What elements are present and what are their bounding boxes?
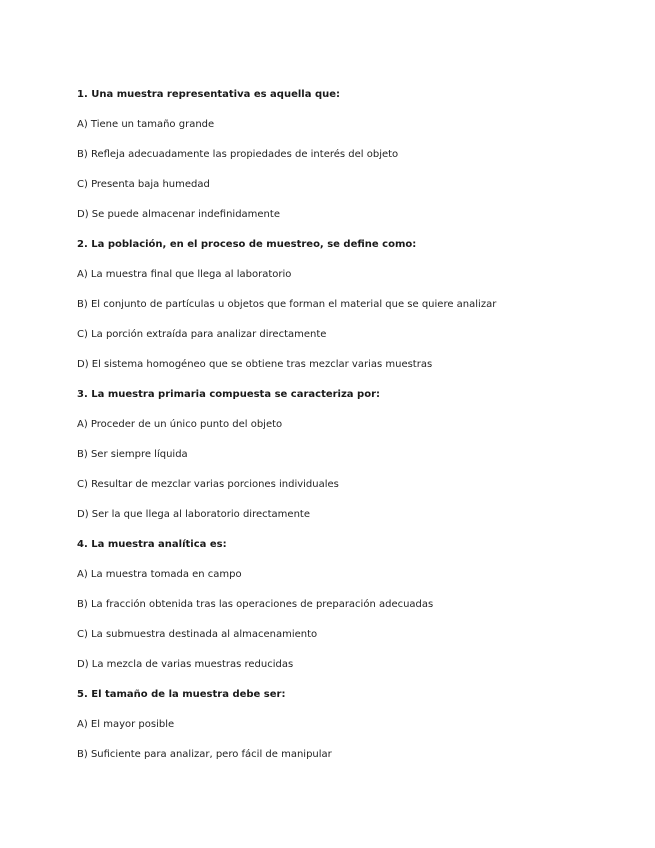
question-block — [77, 238, 637, 372]
question-4-option-d: D) La mezcla de varias muestras reducidas — [77, 659, 294, 670]
question-5-option-a: A) El mayor posible — [77, 719, 175, 730]
question-5-option-b: B) Suficiente para analizar, pero fácil de manipular — [77, 749, 332, 760]
question-3-option-a: A) Proceder de un único punto del objeto — [77, 419, 283, 430]
document-page — [77, 88, 637, 778]
question-5-text: 5. El tamaño de la muestra debe ser: — [77, 689, 286, 700]
question-block — [77, 688, 637, 762]
question-3-text: 3. La muestra primaria compuesta se caracteriza por: — [77, 389, 380, 400]
question-block — [77, 88, 637, 222]
question-block — [77, 388, 637, 522]
question-2-option-b: B) El conjunto de partículas u objetos que forman el material que se quiere analizar — [77, 299, 497, 310]
question-1-option-b: B) Refleja adecuadamente las propiedades de interés del objeto — [77, 149, 399, 160]
question-3-option-d: D) Ser la que llega al laboratorio directamente — [77, 509, 310, 520]
question-1-option-d: D) Se puede almacenar indefinidamente — [77, 209, 280, 220]
question-1-option-a: A) Tiene un tamaño grande — [77, 119, 215, 130]
question-2-option-d: D) El sistema homogéneo que se obtiene tras mezclar varias muestras — [77, 359, 433, 370]
question-2-text: 2. La población, en el proceso de muestreo, se define como: — [77, 239, 417, 250]
question-4-option-c: C) La submuestra destinada al almacenamiento — [77, 629, 318, 640]
question-2-option-a: A) La muestra final que llega al laboratorio — [77, 269, 292, 280]
question-2-option-c: C) La porción extraída para analizar directamente — [77, 329, 327, 340]
question-3-option-c: C) Resultar de mezclar varias porciones individuales — [77, 479, 339, 490]
question-4-text: 4. La muestra analítica es: — [77, 539, 227, 550]
question-1-option-c: C) Presenta baja humedad — [77, 179, 210, 190]
question-block — [77, 538, 637, 672]
question-3-option-b: B) Ser siempre líquida — [77, 449, 188, 460]
question-4-option-a: A) La muestra tomada en campo — [77, 569, 242, 580]
question-1-text: 1. Una muestra representativa es aquella que: — [77, 89, 341, 100]
question-4-option-b: B) La fracción obtenida tras las operaciones de preparación adecuadas — [77, 599, 434, 610]
